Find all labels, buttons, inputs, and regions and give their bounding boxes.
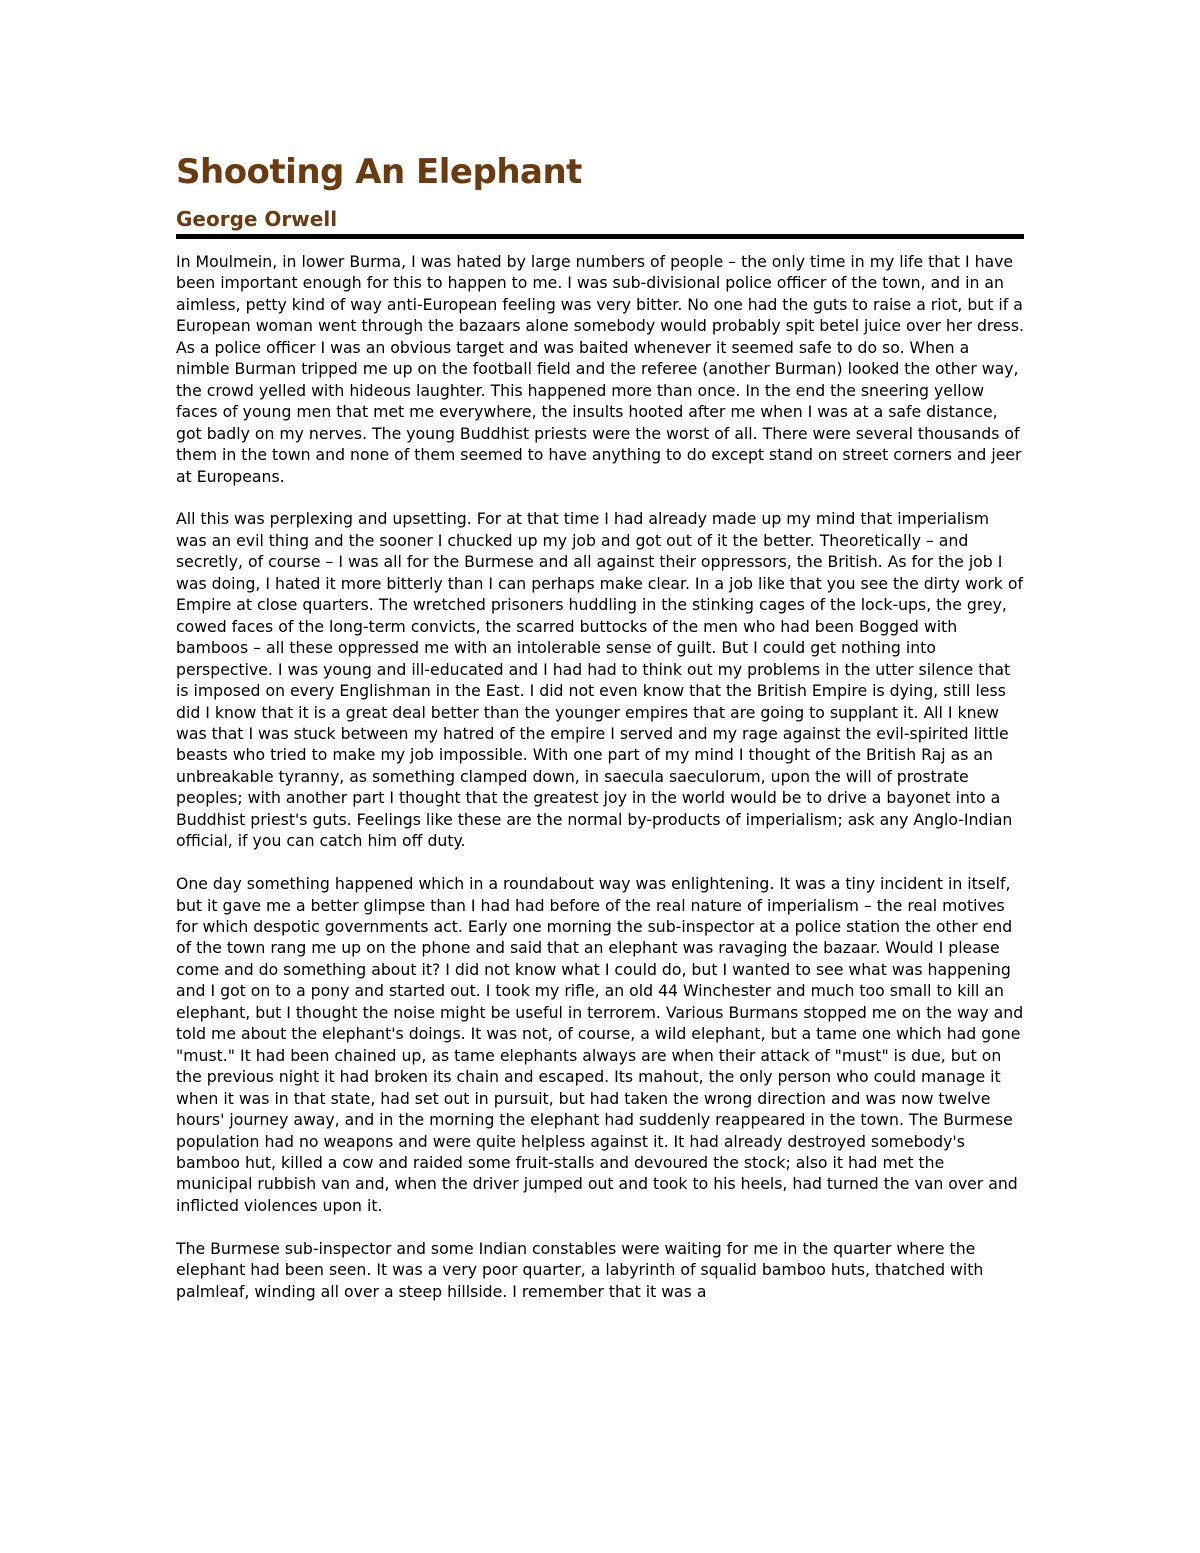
document-page <box>176 150 1024 1324</box>
document-body <box>176 251 1024 1302</box>
paragraph-1: In Moulmein, in lower Burma, I was hated by large numbers of people – the only time in my life that I have been important enough for this to happen to me. I was sub-divisional police officer of the town, and in an aimless, petty kind of way anti-European feeling was very bitter. No one had the guts to raise a riot, but if a European woman went through the bazaars alone somebody would probably spit betel juice over her dress. As a police officer I was an obvious target and was baited whenever it seemed safe to do so. When a nimble Burman tripped me up on the football field and the referee (another Burman) looked the other way, the crowd yelled with hideous laughter. This happened more than once. In the end the sneering yellow faces of young men that met me everywhere, the insults hooted after me when I was at a safe distance, got badly on my nerves. The young Buddhist priests were the worst of all. There were several thousands of them in the town and none of them seemed to have anything to do except stand on street corners and jeer at Europeans. <box>176 252 1025 486</box>
document-author: George Orwell <box>176 206 1024 239</box>
paragraph-3: One day something happened which in a roundabout way was enlightening. It was a tiny incident in itself, but it gave me a better glimpse than I had had before of the real nature of imperialism – the real motives for which despotic governments act. Early one morning the sub-inspector at a police station the other end of the town rang me up on the phone and said that an elephant was ravaging the bazaar. Would I please come and do something about it? I did not know what I could do, but I wanted to see what was happening and I got on to a pony and started out. I took my rifle, an old 44 Winchester and much too small to kill an elephant, but I thought the noise might be useful in terrorem. Various Burmans stopped me on the way and told me about the elephant's doings. It was not, of course, a wild elephant, but a tame one which had gone "must." It had been chained up, as tame elephants always are when their attack of "must" is due, but on the previous night it had broken its chain and escaped. Its mahout, the only person who could manage it when it was in that state, had set out in pursuit, but had taken the wrong direction and was now twelve hours' journey away, and in the morning the elephant had suddenly reappeared in the town. The Burmese population had no weapons and were quite helpless against it. It had already destroyed somebody's bamboo hut, killed a cow and raided some fruit-stalls and devoured the stock; also it had met the municipal rubbish van and, when the driver jumped out and took to his heels, had turned the van over and inflicted violences upon it. <box>176 874 1024 1215</box>
document-title: Shooting An Elephant <box>176 152 582 192</box>
paragraph-4: The Burmese sub-inspector and some Indian constables were waiting for me in the quarter where the elephant had been seen. It was a very poor quarter, a labyrinth of squalid bamboo huts, thatched with palmleaf, winding all over a steep hillside. I remember that it was a <box>176 1238 984 1301</box>
paragraph-2: All this was perplexing and upsetting. For at that time I had already made up my mind that imperialism was an evil thing and the sooner I chucked up my job and got out of it the better. Theoretically – and secretly, of course – I was all for the Burmese and all against their oppressors, the British. As for the job I was doing, I hated it more bitterly than I can perhaps make clear. In a job like that you see the dirty work of Empire at close quarters. The wretched prisoners huddling in the stinking cages of the lock-ups, the grey, cowed faces of the long-term convicts, the scarred buttocks of the men who had been Bogged with bamboos – all these oppressed me with an intolerable sense of guilt. But I could get nothing into perspective. I was young and ill-educated and I had had to think out my problems in the utter silence that is imposed on every Englishman in the East. I did not even know that the British Empire is dying, still less did I know that it is a great deal better than the younger empires that are going to supplant it. All I knew was that I was stuck between my hatred of the empire I served and my rage against the evil-spirited little beasts who tried to make my job impossible. With one part of my mind I thought of the British Raj as an unbreakable tyranny, as something clamped down, in saecula saeculorum, upon the will of prostrate peoples; with another part I thought that the greatest joy in the world would be to drive a bayonet into a Buddhist priest's guts. Feelings like these are the normal by-products of imperialism; ask any Anglo-Indian official, if you can catch him off duty. <box>176 509 1023 851</box>
